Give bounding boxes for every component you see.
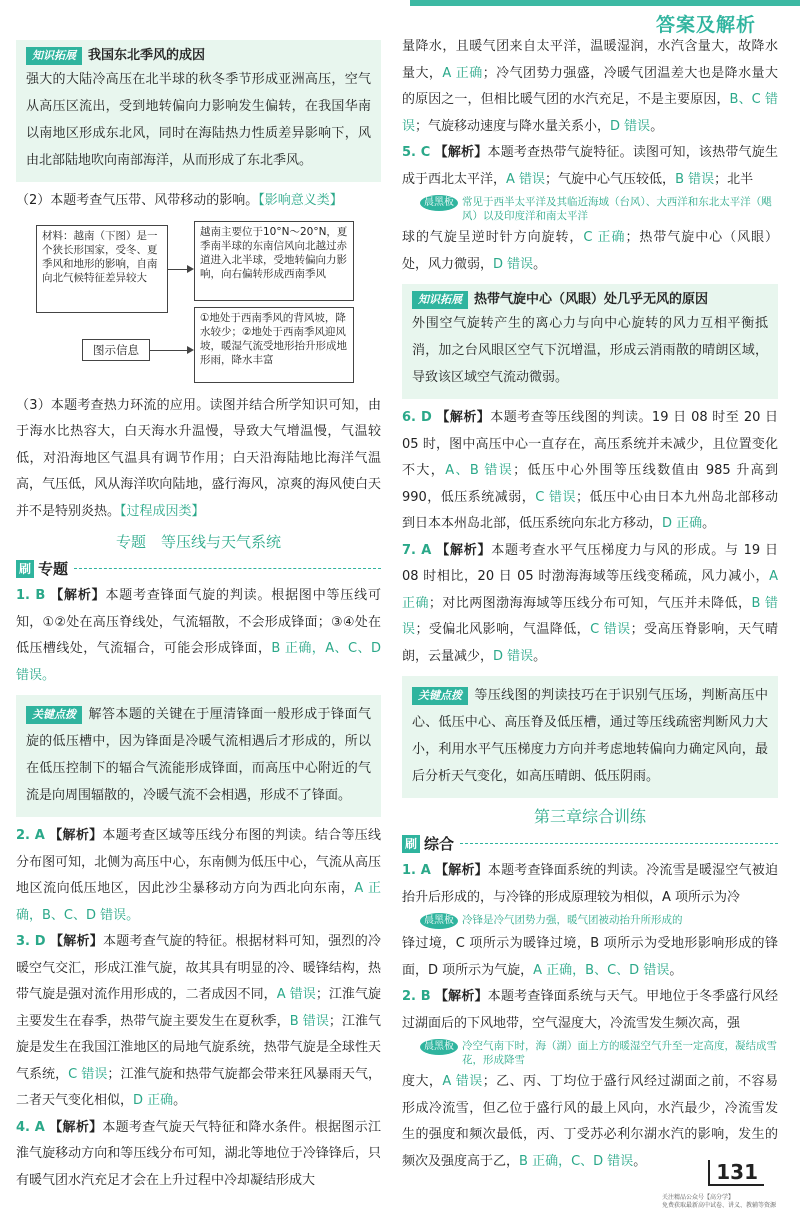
chalkboard-icon: 晨黑板	[420, 195, 458, 211]
knowledge-box	[16, 40, 381, 182]
right-column: 量降水，且暖气团来自太平洋，温暖湿润，水汽含量大，故降水量大，A 正确；冷气团势力强盛，冷暖气团温差大也是降水量大的原因之一，但相比暖气团的水汽充足，不是主要原因，B、C 错误；气旋移动速度与降水量关系小，D 错误。 5. C 【解析】本题考查热带气旋特征。读图可知，该热带气旋生成于西北太平洋，A 错误；气旋中心气压较低，B 错误；北半 晨黑板 常见于西半太平洋及其临近海域（台风）、大西洋和东北太平洋（飓风）以及印度洋和南太平洋 球的气旋呈逆时针方向旋转，C 正确；热带气旋中心（风眼）处，风力微弱，D 错误。 知识拓展 热带气旋中心（风眼）处几乎无风的原因 外围空气旋转产生的离心力与向中心旋转的风力互相平衡抵消，加之台风眼区空气下沉增温，形成云消雨散的晴朗区域，导致该区域空气流动微弱。 6. D 【解析】本题考查等压线图的判读。19 日 08 时至 20 日 05 时，图中高压中心一直存在，高压系统并未减少，且位置变化不大，A、B 错误；低压中心外围等压线数值由 985 升高到 990，低压系统减弱，C 错误；低压中心由日本九州岛北部移动到日本本州岛北部，低压系统向东北方移动，D 正确。 7. A 【解析】本题考查水平气压梯度力与风的形成。与 19 日 08 时相比，20 日 05 时渤海海域等压线变稀疏，风力减小，A 正确；对比两图渤海海域等压线分布可知，气压并未降低，B 错误；受偏北风影响，气温降低，C 错误；受高压脊影响，天气晴朗，云量减少，D 错误。 关键点拨 等压线图的判读技巧在于识别气压场，判断高压中心、低压中心、高压脊及低压槽，通过等压线疏密判断风力大小，利用水平气压梯度力方向并考虑地转偏向力确定风向，最后分析天气变化，如高压晴朗、低压阴雨。 第三章综合训练 刷 综合 1. A 【解析】本题考查锋面系统的判读。冷流雪是暖湿空气被迫抬升后形成的，与冷锋的形成原理较为相似，A 项所示为冷 晨黑板 冷锋是冷气团势力强，暖气团被动抬升所形成的 锋过境，C 项所示为暖锋过境，B 项所示为受地形影响形成的锋面，D 项所示为气旋，A 正确，B、C、D 错误。 2. B 【解析】本题考查锋面系统与天气。甲地位于冬季盛行风经过湖面后的下风地带，空气湿度大，冷流雪发生频次高，强 晨黑板 冷空气南下时，海（湖）面上方的暖湿空气升至一定高度，凝结成雪花，形成降雪 度大，A 错误；乙、丙、丁均位于盛行风经过湖面之前，不容易形成冷流雪，但乙位于盛行风的最上风向，水汽最少，冷流雪发生的强度和频次最低，丙、丁受苏必利尔湖水汽的影响，发生的频次及强度高于乙，B 正确，C、D 错误。	[402, 34, 778, 1175]
question-5: 5. C 【解析】本题考查热带气旋特征。读图可知，该热带气旋生成于西北太平洋，A 错误；气旋中心气压较低，B 错误；北半	[402, 145, 778, 187]
note: 晨黑板 常见于西半太平洋及其临近海域（台风）、大西洋和东北太平洋（飓风）以及印度洋和南太平洋	[420, 195, 778, 223]
note: 晨黑板 冷锋是冷气团势力强，暖气团被动抬升所形成的	[420, 913, 778, 929]
comprehensive-question-1: 1. A 【解析】本题考查锋面系统的判读。冷流雪是暖湿空气被迫抬升后形成的，与冷锋的形成原理较为相似，A 项所示为冷	[402, 863, 778, 905]
shua-heading: 刷 专题	[16, 558, 381, 579]
chalkboard-icon: 晨黑板	[420, 913, 458, 929]
material-box: 材料：越南（下图）是一个狭长形国家，受冬、夏季风和地形的影响，自南向北气候特征差异较大	[36, 225, 168, 313]
shua-heading: 刷 综合	[402, 833, 778, 854]
question-4: 4. A 【解析】本题考查气旋天气特征和降水条件。根据图示江淮气旋移动方向和等压线分布可知，湖北等地位于冷锋锋后，只有暖气团水汽充足才会在上升过程中冷却凝结形成大	[16, 1119, 381, 1188]
question-7: 7. A 【解析】本题考查水平气压梯度力与风的形成。与 19 日 08 时相比，20 日 05 时渤海海域等压线变稀疏，风力减小，A 正确；对比两图渤海海域等压线分布可知，气压并未降低，B 错误；受偏北风影响，气温降低，C 错误；受高压脊影响，天气晴朗，云量减少，D 错误。	[402, 542, 778, 664]
box-tag: 关键点拨	[26, 706, 82, 724]
key-point-box: 关键点拨 解答本题的关键在于厘清锋面一般形成于锋面气旋的低压槽中，因为锋面是冷暖气流相遇后才形成的，所以在低压控制下的辐合气流能形成锋面，而高压中心附近的气流是向周围辐散的，冷暖气流不会相遇，形成不了锋面。	[16, 695, 381, 817]
question-3: 3. D 【解析】本题考查气旋的特征。根据材料可知，强烈的冷暖空气交汇，形成江淮气旋，故其具有明显的冷、暖锋结构，热带气旋是强对流作用形成的，二者成因不同，A 错误；江淮气旋主要发生在春季，热带气旋主要发生在夏秋季，B 错误；江淮气旋是发生在我国江淮地区的局地气旋系统，热带气旋是全球性天气系统，C 错误；江淮气旋和热带气旋都会带来狂风暴雨天气，二者天气变化相似，D 正确。	[16, 934, 381, 1108]
question-4-cont: 量降水，且暖气团来自太平洋，温暖湿润，水汽含量大，故降水量大，A 正确；冷气团势力强盛，冷暖气团温差大也是降水量大的原因之一，但相比暖气团的水汽充足，不是主要原因，B、C 错误；气旋移动速度与降水量关系小，D 错误。	[402, 39, 778, 134]
section-title: 专题 等压线与天气系统	[115, 533, 281, 551]
paragraph-2: （2）本题考查气压带、风带移动的影响。【影响意义类】	[16, 193, 343, 208]
chalkboard-icon: 晨黑板	[420, 1039, 458, 1055]
info-box: ①地处于西南季风的背风坡，降水较少；②地处于西南季风迎风坡，暖湿气流受地形抬升形成地形雨，降水丰富	[194, 307, 354, 383]
shua-icon: 刷	[16, 560, 34, 578]
page-number: 131	[708, 1160, 764, 1186]
question-1: 1. B 【解析】本题考查锋面气旋的判读。根据图中等压线可知，①②处在高压脊线处，气流辐散，不会形成锋面；③④处在低压槽线处，气流辐合，可能会形成锋面，B 正确，A、C、D 错误。	[16, 588, 381, 683]
concept-diagram	[16, 217, 381, 387]
comprehensive-question-2: 2. B 【解析】本题考查锋面系统与天气。甲地位于冬季盛行风经过湖面后的下风地带，空气湿度大，冷流雪发生频次高，强	[402, 989, 778, 1031]
box-tag: 知识拓展	[26, 47, 82, 65]
section-title: 第三章综合训练	[533, 807, 646, 826]
question-6: 6. D 【解析】本题考查等压线图的判读。19 日 08 时至 20 日 05 时，图中高压中心一直存在，高压系统并未减少，且位置变化不大，A、B 错误；低压中心外围等压线数值由 985 升高到 990，低压系统减弱，C 错误；低压中心由日本九州岛北部移动到日本本州岛北部，低压系统向东北方移动，D 正确。	[402, 410, 778, 531]
note: 晨黑板 冷空气南下时，海（湖）面上方的暖湿空气升至一定高度，凝结成雪花，形成降雪	[420, 1039, 778, 1067]
header-bar	[410, 0, 800, 6]
box-title: 我国东北季风的成因	[88, 48, 206, 63]
shua-icon: 刷	[402, 835, 420, 853]
header-title: 答案及解析	[655, 14, 756, 36]
box-text: 强大的大陆冷高压在北半球的秋冬季节形成亚洲高压，空气从高压区流出，受到地转偏向力影响发生偏转，在我国华南以南地区形成东北风，同时在海陆热力性质差异影响下，风由北部陆地吹向南部海洋，从而形成了东北季风。	[26, 72, 371, 168]
question-2: 2. A 【解析】本题考查区域等压线分布图的判读。结合等压线分布图可知，北侧为高压中心，东南侧为低压中心，气流从高压地区流向低压地区，因此沙尘暴移动方向为西北向东南，A 正确，B、C、D 错误。	[16, 828, 381, 923]
latitude-box: 越南主要位于10°N～20°N，夏季南半球的东南信风向北越过赤道进入北半球，受地转偏向力影响，向右偏转形成西南季风	[194, 221, 354, 301]
box-title: 热带气旋中心（风眼）处几乎无风的原因	[474, 292, 709, 307]
info-label-box: 图示信息	[82, 339, 150, 361]
knowledge-box: 知识拓展 热带气旋中心（风眼）处几乎无风的原因 外围空气旋转产生的离心力与向中心旋转的风力互相平衡抵消，加之台风眼区空气下沉增温，形成云消雨散的晴朗区域，导致该区域空气流动微弱。	[402, 284, 778, 399]
footer-note: 关注精品公众号【高分学】 免费获取最新高中试卷、讲义、教辅等资源	[661, 1194, 776, 1209]
left-column	[16, 40, 381, 1194]
paragraph-3: （3）本题考查热力环流的应用。读图并结合所学知识可知，由于海水比热容大，白天海水升温慢，导致大气增温慢，气温较低，对沿海地区气温具有调节作用；白天沿海陆地比海洋气温高，气压低，风从海洋吹向陆地，盛行海风，凉爽的海风使白天并不是特别炎热。【过程成因类】	[16, 397, 381, 519]
box-tag: 知识拓展	[412, 291, 468, 309]
box-tag: 关键点拨	[412, 687, 468, 705]
key-point-box: 关键点拨 等压线图的判读技巧在于识别气压场，判断高压中心、低压中心、高压脊及低压槽，通过等压线疏密判断风力大小，利用水平气压梯度力方向并考虑地转偏向力确定风向，最后分析天气变化，如高压晴朗、低压阴雨。	[402, 676, 778, 798]
